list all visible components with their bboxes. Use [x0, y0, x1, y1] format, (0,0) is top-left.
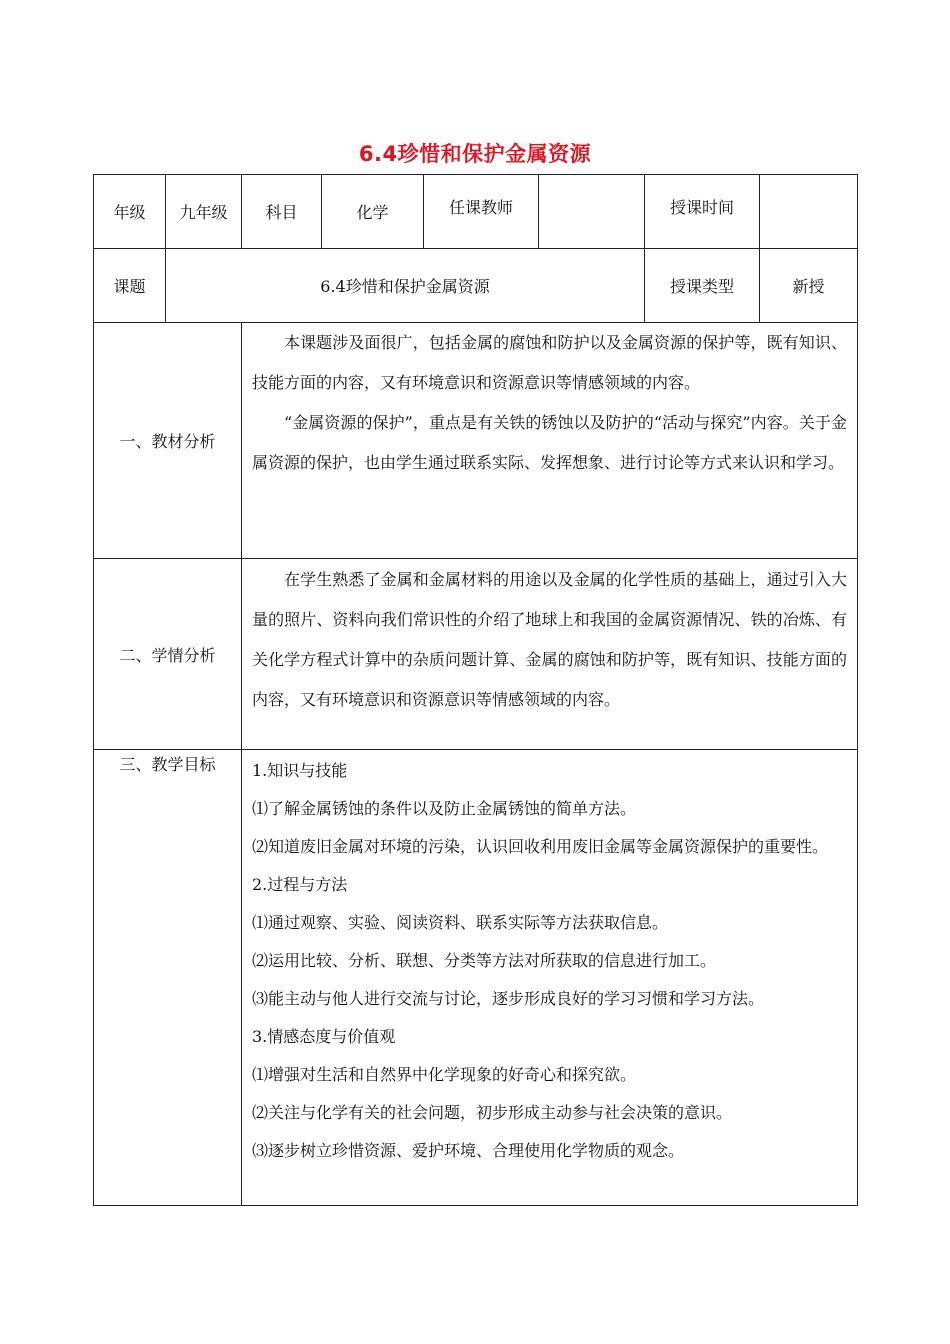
type-value: 新授: [760, 249, 858, 323]
topic-value: 6.4珍惜和保护金属资源: [166, 249, 645, 323]
teaching-objectives-row: [94, 750, 858, 1206]
objectives-list: [242, 750, 857, 1170]
teaching-objectives-label: 三、教学目标: [94, 750, 242, 1206]
objective-item: ⑵运用比较、分析、联想、分类等方法对所获取的信息进行加工。: [252, 951, 717, 970]
objective-heading: 1.知识与技能: [252, 761, 348, 780]
paragraph: “金属资源的保护”，重点是有关铁的锈蚀以及防护的“活动与探究”内容。关于金属资源的保护，也由学生通过联系实际、发挥想象、进行讨论等方式来认识和学习。: [252, 413, 847, 472]
page-title: 6.4珍惜和保护金属资源: [358, 142, 592, 166]
objective-item: ⑴增强对生活和自然界中化学现象的好奇心和探究欲。: [252, 1065, 637, 1084]
objective-heading: 3.情感态度与价值观: [252, 1027, 396, 1046]
paragraph: 在学生熟悉了金属和金属材料的用途以及金属的化学性质的基础上，通过引入大量的照片、资料向我们常识性的介绍了地球上和我国的金属资源情况、铁的冶炼、有关化学方程式计算中的杂质问题计算、金属的腐蚀和防护等，既有知识、技能方面的内容，又有环境意识和资源意识等情感领域的内容。: [252, 570, 847, 709]
objective-heading: 2.过程与方法: [252, 875, 348, 894]
teacher-label: 任课教师: [424, 175, 539, 249]
time-label: 授课时间: [645, 175, 760, 249]
textbook-analysis-row: [94, 323, 858, 559]
teacher-value: [539, 175, 645, 249]
grade-value: 九年级: [166, 175, 242, 249]
student-analysis-label: 二、学情分析: [94, 559, 242, 750]
topic-row: [94, 249, 858, 323]
textbook-analysis-label: 一、教材分析: [94, 323, 242, 559]
objective-item: ⑵知道废旧金属对环境的污染，认识回收利用废旧金属等金属资源保护的重要性。: [252, 837, 829, 856]
grade-label: 年级: [94, 175, 166, 249]
paragraph: 本课题涉及面很广，包括金属的腐蚀和防护以及金属资源的保护等，既有知识、技能方面的内容，又有环境意识和资源意识等情感领域的内容。: [252, 333, 847, 392]
student-analysis-content: [242, 559, 858, 750]
objective-item: ⑴通过观察、实验、阅读资料、联系实际等方法获取信息。: [252, 913, 669, 932]
info-row: [94, 175, 858, 249]
textbook-analysis-content: [242, 323, 858, 559]
lesson-plan-table: [93, 174, 858, 1206]
teaching-objectives-content: [242, 750, 858, 1206]
subject-value: 化学: [322, 175, 424, 249]
student-analysis-row: [94, 559, 858, 750]
time-value: [760, 175, 858, 249]
subject-label: 科目: [242, 175, 322, 249]
objective-item: ⑶逐步树立珍惜资源、爱护环境、合理使用化学物质的观念。: [252, 1141, 685, 1160]
type-label: 授课类型: [645, 249, 760, 323]
objective-item: ⑵关注与化学有关的社会问题，初步形成主动参与社会决策的意识。: [252, 1103, 733, 1122]
objective-item: ⑶能主动与他人进行交流与讨论，逐步形成良好的学习习惯和学习方法。: [252, 989, 765, 1008]
topic-label: 课题: [94, 249, 166, 323]
objective-item: ⑴了解金属锈蚀的条件以及防止金属锈蚀的简单方法。: [252, 799, 637, 818]
